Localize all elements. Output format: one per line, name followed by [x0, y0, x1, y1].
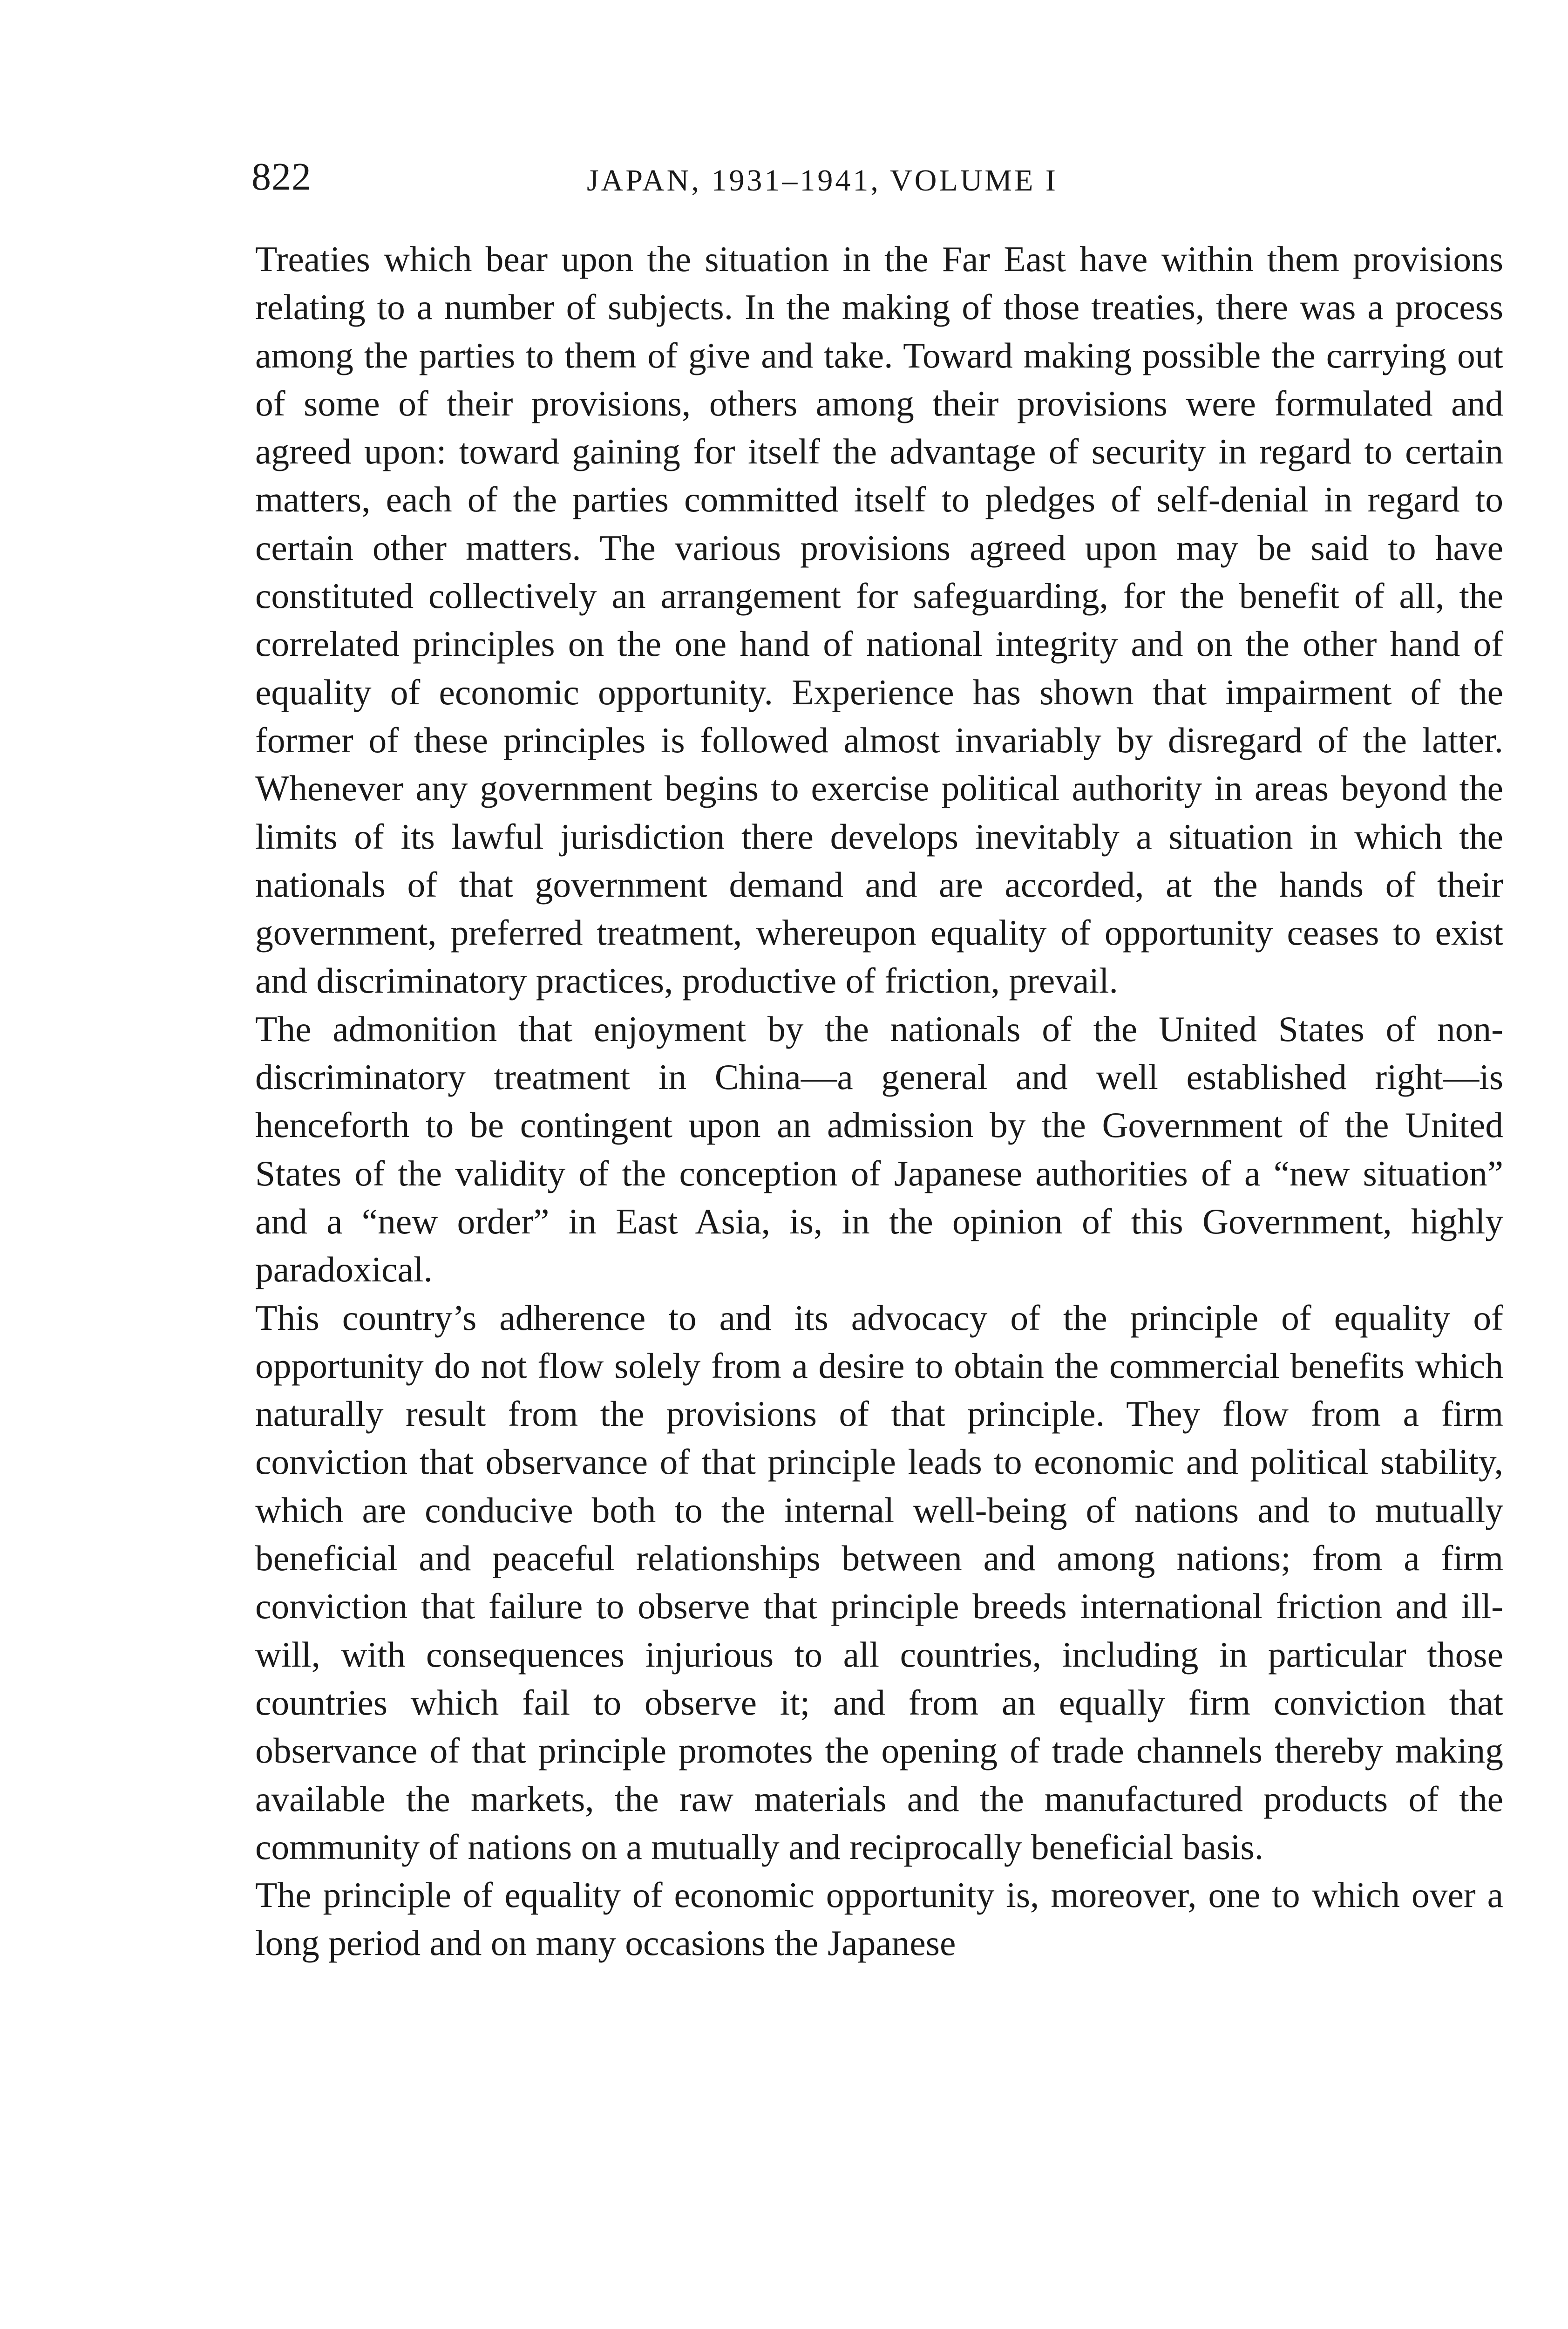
- body-text: [255, 235, 1503, 1968]
- page-number: 822: [251, 155, 312, 198]
- page-header: [251, 149, 1509, 205]
- paragraph-admonition: The admonition that enjoyment by the nationals of the United States of non-discriminatory treatment in China—a general and well established right—is henceforth to be contingent upon an admission by the Government of the United States of the validity of the conception of Japanese authorities of a “new situation” and a “new order” in East Asia, is, in the opinion of this Government, highly paradoxical.: [255, 1008, 1503, 1290]
- running-title: JAPAN, 1931–1941, VOLUME I: [587, 163, 1058, 197]
- paragraph-adherence: This country’s adherence to and its advocacy of the principle of equality of opportunity do not flow solely from a desire to obtain the commercial benefits which naturally result from the provisions of that principle. They flow from a firm conviction that observance of that principle leads to economic and political stability, which are conducive both to the internal well-being of nations and to mutually beneficial and peaceful relationships between and among nations; from a firm conviction that failure to observe that principle breeds international friction and ill-will, with consequences injurious to all countries, including in particular those countries which fail to observe it; and from an equally firm conviction that observance of that principle promotes the opening of trade channels thereby making available the markets, the raw materials and the manufactured products of the community of nations on a mutually and reciprocally beneficial basis.: [255, 1297, 1503, 1867]
- paragraph-principle: The principle of equality of economic opportunity is, moreover, one to which over a long period and on many occasions the Japanese: [255, 1875, 1503, 1963]
- paragraph-treaties: Treaties which bear upon the situation in the Far East have within them provisions relating to a number of subjects. In the making of those treaties, there was a process among the parties to them of give and take. Toward making possible the carrying out of some of their provisions, others among their provisions were formulated and agreed upon: toward gaining for itself the advantage of security in regard to certain matters, each of the parties committed itself to pledges of self-denial in regard to certain other matters. The various provisions agreed upon may be said to have constituted collectively an arrangement for safeguarding, for the benefit of all, the correlated principles on the one hand of national integrity and on the other hand of equality of economic opportunity. Experience has shown that impairment of the former of these principles is followed almost invariably by disregard of the latter. Whenever any government begins to exercise political authority in areas beyond the limits of its lawful jurisdiction there develops inevitably a situation in which the nationals of that government demand and are accorded, at the hands of their government, preferred treatment, whereupon equality of opportunity ceases to exist and discriminatory practices, productive of friction, prevail.: [255, 239, 1503, 1001]
